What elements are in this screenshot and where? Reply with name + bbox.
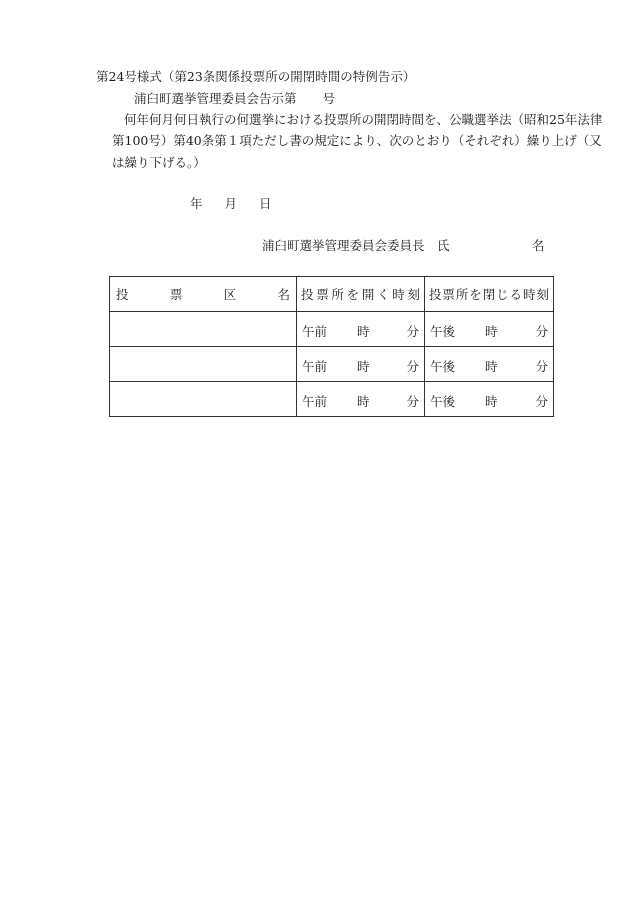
district-cell xyxy=(110,382,297,417)
time-hour-label: 時 xyxy=(485,394,498,409)
header-char: 刻 xyxy=(536,287,549,302)
date-year: 年 xyxy=(190,196,203,211)
district-cell xyxy=(110,347,297,382)
date-day: 日 xyxy=(259,196,272,211)
time-minute-label: 分 xyxy=(535,394,548,409)
body-text-line: は繰り下げる。） xyxy=(112,155,206,170)
time-hour-label: 時 xyxy=(485,359,498,374)
signature-line xyxy=(262,236,545,254)
signature-title: 浦臼町選挙管理委員会委員長 氏 xyxy=(262,238,450,253)
polling-hours-table xyxy=(109,276,554,417)
time-ampm-label: 午後 xyxy=(430,359,456,374)
district-cell xyxy=(110,312,297,347)
header-close-time xyxy=(425,277,554,312)
open-time-cell xyxy=(297,312,425,347)
header-char: を xyxy=(346,287,360,302)
header-char: 投 xyxy=(429,287,442,302)
time-minute-label: 分 xyxy=(535,324,548,339)
notice-number xyxy=(134,89,335,107)
time-ampm-label: 午前 xyxy=(302,359,328,374)
table-row xyxy=(110,347,554,382)
table-row xyxy=(110,312,554,347)
header-char: 時 xyxy=(522,287,536,302)
date-month: 月 xyxy=(224,196,238,211)
header-char: 票 xyxy=(442,287,455,302)
header-char: 所 xyxy=(455,287,469,302)
time-minute-label: 分 xyxy=(535,359,548,374)
header-open-time xyxy=(297,277,425,312)
time-ampm-label: 午前 xyxy=(302,394,328,409)
header-char: 投 xyxy=(301,287,314,302)
table-header-row xyxy=(110,277,554,312)
body-text-line: 何年何月何日執行の何選挙における投票所の開閉時間を、公職選挙法（昭和25年法律 xyxy=(124,112,603,127)
open-time-cell xyxy=(297,347,425,382)
time-minute-label: 分 xyxy=(406,359,419,374)
header-char: 時 xyxy=(392,287,405,302)
time-ampm-label: 午後 xyxy=(430,394,456,409)
time-minute-label: 分 xyxy=(406,394,419,409)
close-time-cell xyxy=(425,347,554,382)
open-time-cell xyxy=(297,382,425,417)
header-char: を xyxy=(469,287,482,302)
signature-name-suffix: 名 xyxy=(532,238,545,253)
header-char: 票 xyxy=(169,287,183,302)
close-time-cell xyxy=(425,382,554,417)
header-char: 刻 xyxy=(407,287,420,302)
header-char: 名 xyxy=(277,287,290,302)
date-line xyxy=(190,194,272,212)
form-title: 第24号様式（第23条関係投票所の開閉時間の特例告示） xyxy=(96,69,416,84)
time-minute-label: 分 xyxy=(406,324,419,339)
header-char: く xyxy=(377,287,390,302)
time-ampm-label: 午前 xyxy=(302,324,328,339)
time-hour-label: 時 xyxy=(485,324,498,339)
time-ampm-label: 午後 xyxy=(430,324,456,339)
close-time-cell xyxy=(425,312,554,347)
header-district xyxy=(110,277,297,312)
time-hour-label: 時 xyxy=(357,324,370,339)
header-char: 所 xyxy=(331,287,344,302)
notice-prefix: 浦臼町選挙管理委員会告示第 xyxy=(134,91,297,106)
notice-suffix: 号 xyxy=(322,91,336,106)
header-char: 開 xyxy=(361,287,375,302)
time-hour-label: 時 xyxy=(357,394,370,409)
header-char: 投 xyxy=(116,287,129,302)
time-hour-label: 時 xyxy=(357,359,370,374)
header-char: 票 xyxy=(316,287,329,302)
header-char: 閉 xyxy=(482,287,496,302)
header-char: る xyxy=(509,287,523,302)
header-char: 区 xyxy=(223,287,237,302)
header-char: じ xyxy=(496,287,509,302)
table-row xyxy=(110,382,554,417)
body-text-line: 第100号）第40条第１項ただし書の規定により、次のとおり（それぞれ）繰り上げ（又 xyxy=(112,133,602,148)
